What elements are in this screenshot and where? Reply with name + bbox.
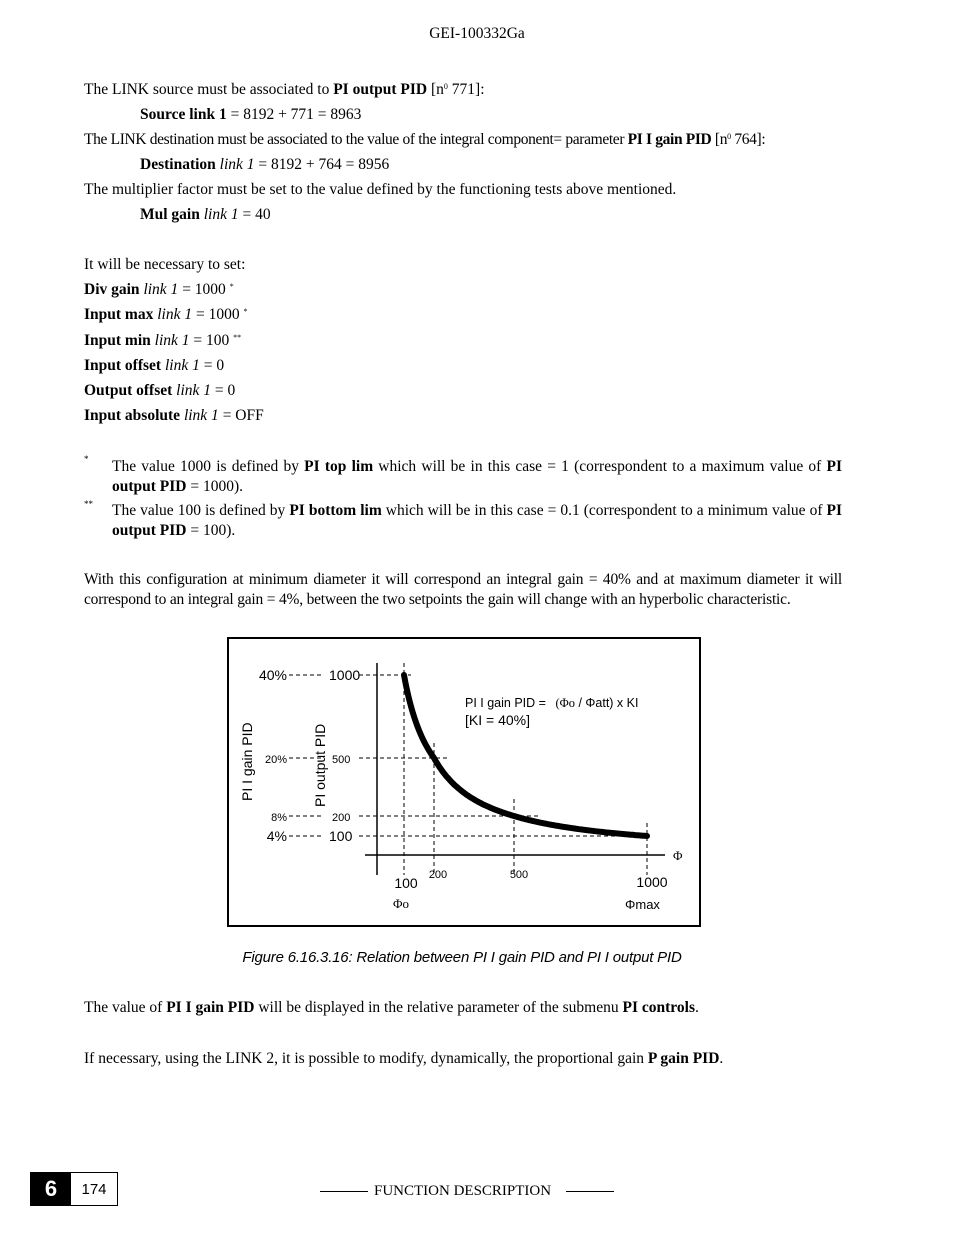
output-tick-label: 200 xyxy=(332,812,351,824)
gain-tick-label: 4% xyxy=(266,828,287,844)
destination-link-sentence: The LINK destination must be associated to the value of the integral component= parameter PI I gain PID [$n^0$ 764]: xyxy=(84,131,766,148)
output-tick-label: 100 xyxy=(329,828,353,844)
x-tick-label: 500 xyxy=(509,869,529,881)
necessary-intro: It will be necessary to set: xyxy=(84,256,246,273)
note-marker-1: * xyxy=(84,454,89,464)
setting-input-max: Input max link 1 = 1000 * xyxy=(84,306,248,323)
output-axis-label: PI output PID xyxy=(312,723,328,807)
x-tick-label: 1000 xyxy=(636,874,668,890)
mul-gain-value: Mul gain link 1 = 40 xyxy=(140,206,271,223)
x-tick-label: 200 xyxy=(428,869,448,881)
multiplier-sentence: The multiplier factor must be set to the value defined by the functioning tests above mentioned. xyxy=(84,181,677,198)
display-sentence: The value of PI I gain PID will be displayed in the relative parameter of the submenu PI controls. xyxy=(84,999,699,1016)
document-code: GEI-100332Ga xyxy=(429,25,525,42)
page-number-box xyxy=(30,1172,118,1206)
note-top-lim: The value 1000 is defined by PI top lim which will be in this case = 1 (correspondent to a maximum value of PI output PID = 1000). xyxy=(112,458,843,495)
configuration-paragraph: With this configuration at minimum diameter it will correspond an integral gain = 40% and at maximum diameter it will correspond to an integral gain = 4%, between the two setpoints the gain will change with an hyperbolic characteristic. xyxy=(84,571,842,608)
source-link-value: Source link 1 = 8192 + 771 = 8963 xyxy=(140,106,362,123)
setting-input-min: Input min link 1 = 100 ** xyxy=(84,332,242,349)
figure-frame xyxy=(227,637,701,927)
chapter-number: 6 xyxy=(31,1173,71,1205)
setting-div-gain: Div gain link 1 = 1000 * xyxy=(84,281,234,298)
gain-axis-label: PI I gain PID xyxy=(239,722,255,801)
footer-rule-right xyxy=(566,1191,614,1192)
page-number: 174 xyxy=(81,1180,107,1198)
x-tick-label: 100 xyxy=(394,875,418,891)
note-bottom-lim: The value 100 is defined by PI bottom lim which will be in this case = 0.1 (correspondent to a minimum value of PI output PID = 100). xyxy=(112,502,842,539)
phi0-label: Φo xyxy=(393,896,410,911)
output-tick-label: 1000 xyxy=(329,667,361,683)
phi-axis-symbol: Φ xyxy=(673,848,683,863)
figure-caption: Figure 6.16.3.16: Relation between PI I gain PID and PI I output PID xyxy=(242,949,682,966)
gain-curve-chart xyxy=(229,639,699,925)
footer-section-title: FUNCTION DESCRIPTION xyxy=(374,1183,552,1199)
ki-note: [KI = 40%] xyxy=(465,712,530,728)
note-marker-2: ** xyxy=(84,499,93,509)
setting-input-offset: Input offset link 1 = 0 xyxy=(84,357,225,374)
destination-link-value: Destination link 1 = 8192 + 764 = 8956 xyxy=(140,156,390,173)
footer-rule-left xyxy=(320,1191,368,1192)
gain-tick-label: 20% xyxy=(264,754,287,766)
gain-tick-label: 8% xyxy=(271,812,287,824)
phimax-label: Φmax xyxy=(625,897,660,912)
setting-output-offset: Output offset link 1 = 0 xyxy=(84,382,236,399)
formula-text: PI I gain PID = (Φo / Φatt) x KI xyxy=(465,696,639,710)
link2-sentence: If necessary, using the LINK 2, it is possible to modify, dynamically, the proportional gain P gain PID. xyxy=(84,1050,724,1067)
source-link-sentence: The LINK source must be associated to PI output PID [$n^0$ 771]: xyxy=(84,81,485,98)
output-tick-label: 500 xyxy=(332,754,351,766)
setting-input-absolute: Input absolute link 1 = OFF xyxy=(84,407,264,424)
gain-tick-label: 40% xyxy=(258,667,287,683)
